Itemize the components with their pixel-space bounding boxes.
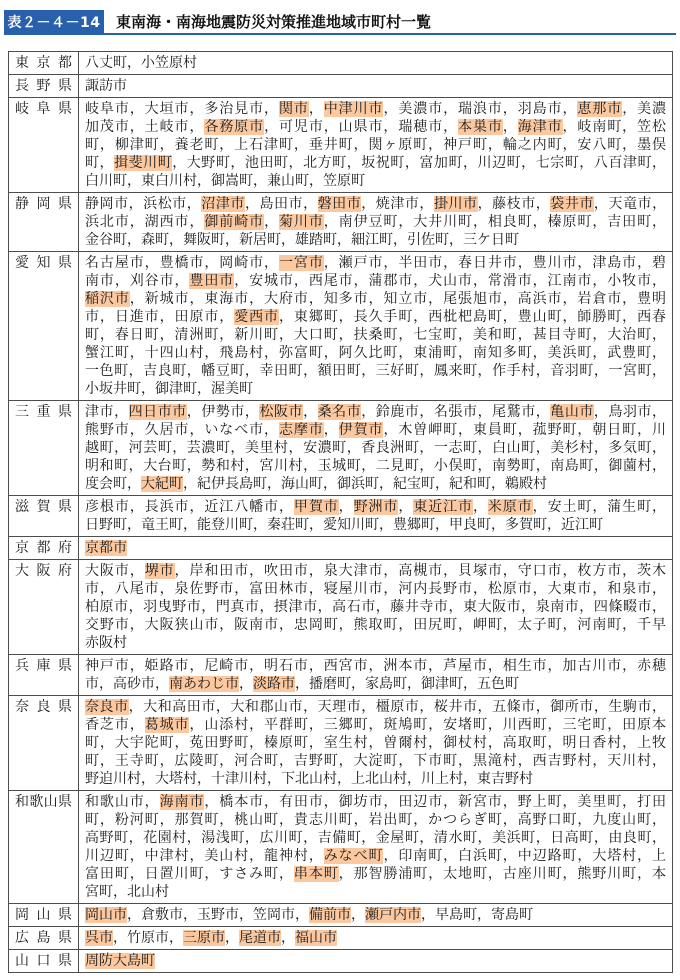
highlighted-municipality: 備前市: [309, 907, 351, 923]
municipality-cell: [79, 537, 673, 560]
municipality-text: ，東郷町，長久手町，西枇杷島町，豊山町，師勝町，西春: [278, 309, 667, 325]
municipality-text: 市，八尾市，泉佐野市，富田林市，寝屋川市，河内長野市，松原市，大東市，和泉市，: [85, 581, 666, 597]
highlighted-municipality: 野洲市: [353, 499, 399, 515]
municipality-text: 町，大宇陀町，菟田野町，榛原町，室生村，曽爾村，御杖村，高取町，明日香村，上牧: [85, 735, 666, 751]
highlighted-municipality: 恵那市: [577, 101, 623, 117]
municipality-line: [85, 136, 666, 154]
highlighted-municipality: 奈良市: [85, 699, 129, 715]
municipality-text: 明和町，大台町，勢和村，宮川村，玉城町，二見町，小俣町，南勢町，南島町，御薗村，: [85, 458, 666, 474]
prefecture-cell: [9, 927, 79, 950]
highlighted-municipality: 瀬戸内市: [365, 907, 421, 923]
municipality-text: ，竹原市，: [113, 930, 183, 946]
table-row: [9, 252, 673, 401]
municipality-cell: [79, 52, 673, 75]
municipality-text: ，瀬戸市，半田市，春日井市，豊川市，津島市，碧: [323, 255, 667, 271]
municipality-text: 和歌山市，: [85, 794, 160, 810]
municipality-line: [85, 865, 666, 883]
prefecture-name: 静岡県: [15, 196, 72, 212]
municipality-line: [85, 811, 666, 829]
municipality-text: 町，王寺町，広陵町，河合町，吉野町，大淀町，下市町，黒滝村，西吉野村，天川村，: [85, 753, 666, 769]
highlighted-municipality: 大紀町: [141, 476, 183, 492]
municipality-text: ，: [239, 676, 253, 692]
municipality-text: 越町，河芸町，芸濃町，美里村，安濃町，香良洲町，一志町，白山町，美杉村，多気町，: [85, 440, 666, 456]
municipality-line: [85, 793, 666, 811]
municipality-text: ，可児市，山県市，瑞穂市，: [264, 119, 459, 135]
municipality-text: ，藤枝市，: [477, 196, 551, 212]
highlighted-municipality: 桑名市: [317, 404, 362, 420]
municipality-table: [8, 51, 673, 973]
highlighted-municipality: 京都市: [85, 540, 127, 556]
municipality-cell: [79, 75, 673, 98]
prefecture-name: 広島県: [15, 930, 72, 946]
prefecture-cell: [9, 696, 79, 791]
table-row: [9, 401, 673, 496]
municipality-text: ，美濃市，瑞浪市，羽島市，: [383, 101, 578, 117]
municipality-line: [85, 580, 666, 598]
table-title: 東南海・南海地震防災対策推進地域市町村一覧: [116, 13, 432, 31]
prefecture-cell: [9, 904, 79, 927]
highlighted-municipality: 一宮市: [278, 255, 324, 271]
prefecture-cell: [9, 252, 79, 401]
municipality-line: [85, 498, 666, 516]
municipality-line: [85, 516, 666, 534]
municipality-cell: [79, 927, 673, 950]
municipality-cell: [79, 696, 673, 791]
municipality-text: ，新城市，東海市，大府市，知多市，知立市，尾張旭市，高浜市，岩倉市，豊明: [129, 291, 667, 307]
municipality-text: 大阪市，: [85, 563, 145, 579]
highlighted-municipality: 愛西市: [234, 309, 279, 325]
municipality-line: [85, 616, 666, 634]
municipality-line: [85, 254, 666, 272]
municipality-cell: [79, 401, 673, 496]
municipality-line: [85, 421, 666, 439]
municipality-text: ，那智勝浦町，太地町，古座川町，熊野川町，本: [338, 866, 667, 882]
highlighted-municipality: 甲賀市: [293, 499, 339, 515]
municipality-text: ，島田市，: [244, 196, 318, 212]
table-row: [9, 193, 673, 252]
municipality-text: 川辺町，中津村，美山村，龍神村，: [85, 848, 324, 864]
municipality-cell: [79, 252, 673, 401]
highlighted-municipality: 海南市: [159, 794, 205, 810]
municipality-text: ，伊勢市，: [186, 404, 260, 420]
municipality-text: ，岸和田市，吹田市，泉大津市，高槻市，貝塚市，守口市，枚方市，茨木: [174, 563, 667, 579]
table-row: [9, 98, 673, 193]
municipality-text: 名古屋市，豊橋市，岡崎市，: [85, 255, 279, 271]
prefecture-name: 大阪府: [15, 563, 72, 579]
table-row: [9, 496, 673, 537]
prefecture-cell: [9, 496, 79, 537]
prefecture-name: 三重県: [15, 404, 72, 420]
municipality-line: [85, 54, 666, 72]
municipality-line: [85, 883, 666, 901]
highlighted-municipality: 葛城市: [144, 717, 190, 733]
municipality-text: 小坂井町，御津町，渥美町: [85, 381, 253, 397]
highlighted-municipality: 稲沢市: [85, 291, 130, 307]
municipality-text: 町，柳津町，養老町，上石津町，垂井町，関ヶ原町，神戸町，輪之内町，安八町，墨俣: [85, 137, 666, 153]
municipality-line: [85, 213, 666, 231]
municipality-text: ，鳥羽市，: [593, 404, 667, 420]
municipality-line: [85, 929, 666, 947]
prefecture-name: 東京都: [15, 55, 72, 71]
municipality-line: [85, 172, 666, 190]
highlighted-municipality: 関市: [278, 101, 309, 117]
municipality-line: [85, 362, 666, 380]
highlighted-municipality: 四日市市: [128, 404, 187, 420]
highlighted-municipality: 米原市: [487, 499, 533, 515]
prefecture-name: 京都府: [15, 540, 72, 556]
municipality-line: [85, 562, 666, 580]
prefecture-name: 岡山県: [15, 907, 72, 923]
municipality-text: ，安土町，蒲生町，: [532, 499, 667, 515]
municipality-text: 一色町，吉良町，幡豆町，幸田町，額田町，三好町，鳳来町，作手村，音羽町，一宮町，: [85, 363, 666, 379]
municipality-line: [85, 675, 666, 693]
municipality-line: [85, 657, 666, 675]
prefecture-cell: [9, 52, 79, 75]
highlighted-municipality: 各務原市: [204, 119, 265, 135]
prefecture-name: 山口県: [15, 953, 72, 969]
municipality-text: ，: [264, 214, 279, 230]
highlighted-municipality: 東近江市: [413, 499, 473, 515]
prefecture-cell: [9, 193, 79, 252]
municipality-text: 高野町，花園村，湯浅町，広川町，吉備町，金屋町，清水町，美浜町，日高町，由良町，: [85, 830, 666, 846]
municipality-text: 加茂市，土岐市，: [85, 119, 205, 135]
municipality-text: ，印南町，白浜町，中辺路町，大塔村，上: [383, 848, 667, 864]
table-row: [9, 791, 673, 904]
municipality-line: [85, 272, 666, 290]
prefecture-cell: [9, 655, 79, 696]
municipality-text: ，鈴鹿市，名張市，尾鷲市，: [361, 404, 551, 420]
highlighted-municipality: 掛川市: [433, 196, 478, 212]
municipality-text: 八丈町，小笠原村: [85, 55, 197, 71]
municipality-text: ，岐南町，笠松: [562, 119, 667, 135]
municipality-text: ，橋本市，有田市，御坊市，田辺市，新宮市，野上町，美里町，打田: [204, 794, 667, 810]
municipality-text: ，大和高田市，大和郡山市，天理市，橿原市，桜井市，五條市，御所市，生駒市，: [128, 699, 667, 715]
municipality-text: ，天竜市，: [593, 196, 667, 212]
municipality-text: ，: [281, 930, 295, 946]
municipality-text: ，大野町，池田町，北方町，坂祝町，富加町，川辺町，七宗町，八百津町，: [172, 155, 667, 171]
highlighted-municipality: 菊川市: [278, 214, 324, 230]
municipality-text: 香芝市，: [85, 717, 145, 733]
municipality-text: 神戸市，姫路市，尼崎市，明石市，西宮市，洲本市，芦屋市，相生市，加古川市，赤穂: [85, 658, 666, 674]
municipality-text: 熊野市，久居市，いなべ市，: [85, 422, 279, 438]
municipality-text: ，: [303, 404, 318, 420]
municipality-text: ，南伊豆町，大井川町，相良町，榛原町，吉田町，: [323, 214, 667, 230]
municipality-text: 交野市，大阪狭山市，阪南市，忠岡町，熊取町，田尻町，岬町，太子町，河南町，千早: [85, 617, 666, 633]
highlighted-municipality: 松阪市: [259, 404, 304, 420]
municipality-text: 彦根市，長浜市，近江八幡市，: [85, 499, 294, 515]
municipality-cell: [79, 904, 673, 927]
municipality-line: [85, 308, 666, 326]
municipality-text: ，: [502, 119, 518, 135]
municipality-line: [85, 716, 666, 734]
prefecture-name: 兵庫県: [15, 658, 72, 674]
municipality-text: 町，: [85, 155, 115, 171]
municipality-line: [85, 380, 666, 398]
municipality-text: ，: [351, 907, 365, 923]
municipality-text: ，焼津市，: [361, 196, 434, 212]
prefecture-cell: [9, 537, 79, 560]
municipality-text: 町，粉河町，那賀町，桃山町，貴志川町，岩出町，かつらぎ町，高野口町，九度山町，: [85, 812, 666, 828]
municipality-line: [85, 906, 666, 924]
table-row: [9, 52, 673, 75]
municipality-cell: [79, 791, 673, 904]
municipality-text: 日野町，竜王町，能登川町，秦荘町，愛知川町，豊郷町，甲良町，多賀町，近江町: [85, 517, 603, 533]
municipality-line: [85, 634, 666, 652]
municipality-text: ，播磨町，家島町，御津町，五色町: [295, 676, 519, 692]
municipality-line: [85, 952, 666, 970]
prefecture-name: 奈良県: [15, 699, 72, 715]
prefecture-cell: [9, 98, 79, 193]
municipality-text: 赤阪村: [85, 635, 127, 651]
municipality-text: 南市，刈谷市，: [85, 273, 190, 289]
municipality-text: 市，日進市，田原市，: [85, 309, 235, 325]
highlighted-municipality: 周防大島町: [85, 953, 155, 969]
municipality-text: 宮町，北山村: [85, 884, 169, 900]
municipality-cell: [79, 496, 673, 537]
municipality-text: 金谷町，森町，舞阪町，新居町，雄踏町，細江町，引佐町，三ケ日町: [85, 232, 519, 248]
municipality-line: [85, 539, 666, 557]
municipality-line: [85, 290, 666, 308]
table-row: [9, 655, 673, 696]
municipality-line: [85, 403, 666, 421]
highlighted-municipality: 伊賀市: [338, 422, 384, 438]
municipality-line: [85, 457, 666, 475]
table-row: [9, 904, 673, 927]
municipality-text: ，木曽岬町，東員町，菰野町，朝日町，川: [383, 422, 667, 438]
table-row: [9, 537, 673, 560]
prefecture-cell: [9, 401, 79, 496]
municipality-line: [85, 118, 666, 136]
prefecture-name: 長野県: [15, 78, 72, 94]
municipality-line: [85, 344, 666, 362]
municipality-line: [85, 231, 666, 249]
highlighted-municipality: 福山市: [295, 930, 337, 946]
municipality-text: ，: [225, 930, 239, 946]
municipality-cell: [79, 560, 673, 655]
municipality-line: [85, 439, 666, 457]
municipality-line: [85, 326, 666, 344]
municipality-line: [85, 195, 666, 213]
municipality-cell: [79, 98, 673, 193]
highlighted-municipality: 呉市: [85, 930, 113, 946]
municipality-text: ，安城市，西尾市，蒲郡市，犬山市，常滑市，江南市，小牧市，: [234, 273, 667, 289]
municipality-text: 岐阜市，大垣市，多治見市，: [85, 101, 279, 117]
highlighted-municipality: 串本町: [293, 866, 339, 882]
highlighted-municipality: 御前崎市: [204, 214, 265, 230]
municipality-text: ，: [472, 499, 488, 515]
highlighted-municipality: 袋井市: [550, 196, 594, 212]
prefecture-name: 岐阜県: [15, 101, 72, 117]
municipality-text: 富田町，日置川町，すさみ町，: [85, 866, 294, 882]
municipality-text: ，: [308, 101, 324, 117]
prefecture-cell: [9, 791, 79, 904]
municipality-cell: [79, 950, 673, 973]
prefecture-name: 和歌山県: [15, 794, 72, 810]
prefecture-cell: [9, 560, 79, 655]
table-body: [9, 52, 673, 973]
highlighted-municipality: 豊田市: [189, 273, 235, 289]
highlighted-municipality: 亀山市: [550, 404, 594, 420]
highlighted-municipality: 本巣市: [458, 119, 503, 135]
highlighted-municipality: 揖斐川町: [114, 155, 173, 171]
highlighted-municipality: 志摩市: [278, 422, 324, 438]
municipality-line: [85, 475, 666, 493]
municipality-text: ，倉敷市，玉野市，笠岡市，: [127, 907, 309, 923]
municipality-text: 度会町，: [85, 476, 141, 492]
table-number-label: 表２－４－14: [4, 10, 104, 33]
table-row: [9, 696, 673, 791]
municipality-text: 市，高砂市，: [85, 676, 169, 692]
municipality-line: [85, 770, 666, 788]
prefecture-name: 滋賀県: [15, 499, 72, 515]
municipality-line: [85, 829, 666, 847]
highlighted-municipality: 磐田市: [317, 196, 362, 212]
municipality-text: 津市，: [85, 404, 129, 420]
municipality-line: [85, 598, 666, 616]
highlighted-municipality: 堺市: [144, 563, 175, 579]
municipality-line: [85, 698, 666, 716]
municipality-text: ，美濃: [622, 101, 667, 117]
municipality-line: [85, 100, 666, 118]
table-row: [9, 950, 673, 973]
municipality-text: ，: [398, 499, 414, 515]
prefecture-cell: [9, 950, 79, 973]
municipality-line: [85, 847, 666, 865]
municipality-text: ，: [323, 422, 339, 438]
municipality-text: ，早島町，寄島町: [421, 907, 533, 923]
municipality-text: 浜北市，湖西市，: [85, 214, 205, 230]
highlighted-municipality: みなべ町: [323, 848, 384, 864]
municipality-text: 静岡市，浜松市，: [85, 196, 202, 212]
prefecture-name: 愛知県: [15, 255, 72, 271]
highlighted-municipality: 中津川市: [323, 101, 384, 117]
table-caption: [4, 10, 676, 35]
municipality-text: 白川町，東白川村，御嵩町，兼山町，笠原町: [85, 173, 365, 189]
municipality-line: [85, 154, 666, 172]
table-row: [9, 75, 673, 98]
municipality-cell: [79, 193, 673, 252]
municipality-line: [85, 752, 666, 770]
municipality-line: [85, 77, 666, 95]
prefecture-cell: [9, 75, 79, 98]
table-row: [9, 560, 673, 655]
highlighted-municipality: 海津市: [517, 119, 563, 135]
highlighted-municipality: 南あわじ市: [169, 676, 239, 692]
municipality-text: 諏訪市: [85, 78, 127, 94]
highlighted-municipality: 三原市: [183, 930, 225, 946]
highlighted-municipality: 尾道市: [239, 930, 281, 946]
municipality-text: 蟹江町，十四山村，飛島村，弥富町，阿久比町，東浦町，南知多町，美浜町，武豊町，: [85, 345, 666, 361]
municipality-text: ，: [338, 499, 354, 515]
municipality-text: 町，春日町，清洲町，新川町，大口町，扶桑町，七宝町，美和町，甚目寺町，大治町，: [85, 327, 666, 343]
table-row: [9, 927, 673, 950]
municipality-text: 野迫川村，大塔村，十津川村，下北山村，上北山村，川上村，東吉野村: [85, 771, 533, 787]
highlighted-municipality: 淡路市: [253, 676, 295, 692]
municipality-text: 柏原市，羽曳野市，門真市，摂津市，高石市，藤井寺市，東大阪市，泉南市，四條畷市，: [85, 599, 666, 615]
municipality-line: [85, 734, 666, 752]
municipality-text: ，紀伊長島町，海山町，御浜町，紀宝町，紀和町，鵜殿村: [183, 476, 547, 492]
highlighted-municipality: 岡山市: [85, 907, 127, 923]
municipality-cell: [79, 655, 673, 696]
highlighted-municipality: 沼津市: [201, 196, 245, 212]
municipality-text: ，山添村，平群町，三郷町，斑鳩町，安堵町，川西町，三宅町，田原本: [189, 717, 667, 733]
